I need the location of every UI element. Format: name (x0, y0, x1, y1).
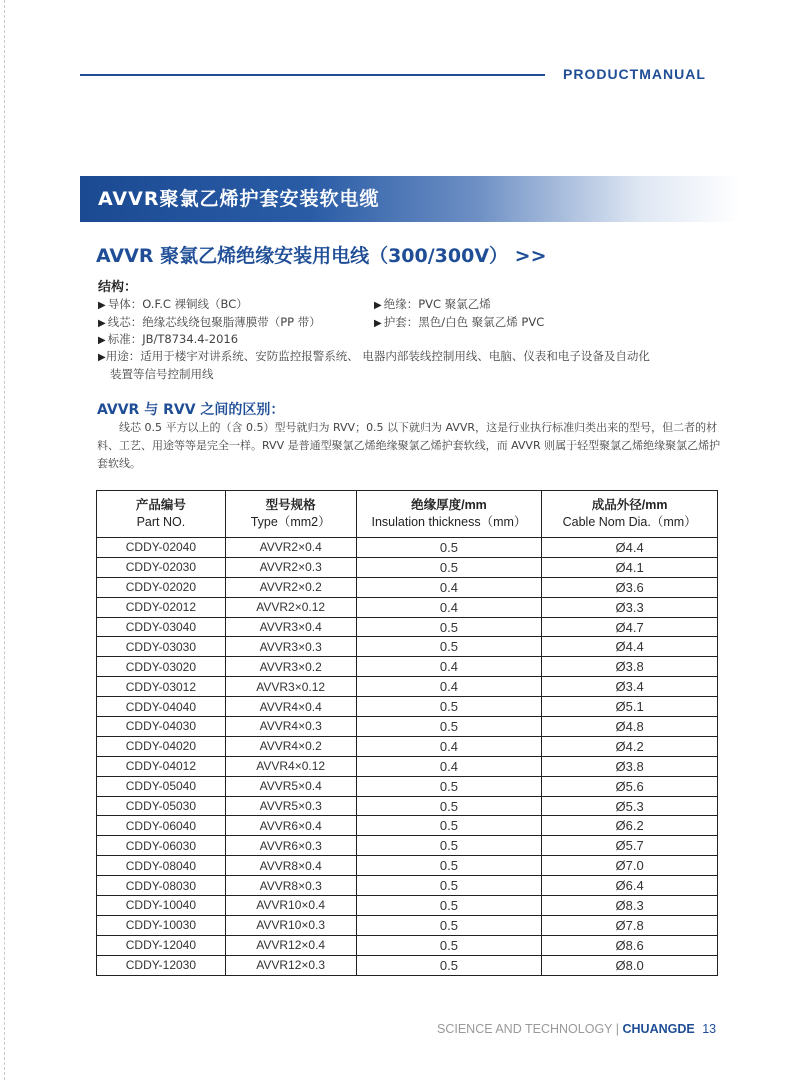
cell-part-no: CDDY-02040 (97, 538, 226, 558)
cell-insulation: 0.5 (356, 836, 542, 856)
cell-diameter: Ø5.7 (542, 836, 718, 856)
spec-sheath: ▶ 护套：黑色/白色 聚氯乙烯 PVC (374, 315, 545, 329)
cell-insulation: 0.5 (356, 637, 542, 657)
header-rule (80, 74, 545, 76)
cell-diameter: Ø8.3 (542, 896, 718, 916)
cell-insulation: 0.4 (356, 677, 542, 697)
cell-diameter: Ø4.1 (542, 557, 718, 577)
cell-type: AVVR2×0.3 (225, 557, 356, 577)
structure-heading: 结构： (98, 280, 138, 295)
cell-part-no: CDDY-12030 (97, 955, 226, 975)
cell-type: AVVR2×0.4 (225, 538, 356, 558)
cell-diameter: Ø5.3 (542, 796, 718, 816)
table-row (97, 597, 718, 617)
margin-guide (4, 0, 5, 1080)
cell-part-no: CDDY-08040 (97, 856, 226, 876)
cell-diameter: Ø5.1 (542, 697, 718, 717)
cell-diameter: Ø7.8 (542, 915, 718, 935)
cell-part-no: CDDY-02030 (97, 557, 226, 577)
cell-diameter: Ø4.2 (542, 736, 718, 756)
cell-part-no: CDDY-02012 (97, 597, 226, 617)
cell-insulation: 0.5 (356, 538, 542, 558)
cell-type: AVVR3×0.3 (225, 637, 356, 657)
cell-part-no: CDDY-04012 (97, 756, 226, 776)
cell-part-no: CDDY-12040 (97, 935, 226, 955)
spec-table (96, 490, 718, 976)
cell-insulation: 0.5 (356, 796, 542, 816)
cell-type: AVVR6×0.4 (225, 816, 356, 836)
spec-usage: ▶用途：适用于楼宇对讲系统、安防监控报警系统、 电器内部装线控制用线、电脑、仪表和电子设备及自动化 装置等信号控制用线 (98, 349, 650, 381)
table-row (97, 776, 718, 796)
cell-insulation: 0.5 (356, 955, 542, 975)
cell-type: AVVR5×0.3 (225, 796, 356, 816)
page-number: 13 (702, 1022, 717, 1036)
table-row (97, 557, 718, 577)
cell-part-no: CDDY-02020 (97, 577, 226, 597)
cell-type: AVVR5×0.4 (225, 776, 356, 796)
cell-insulation: 0.5 (356, 617, 542, 637)
table-row (97, 915, 718, 935)
bullet-arrow-icon: ▶ (98, 352, 106, 363)
cell-diameter: Ø4.4 (542, 538, 718, 558)
bullet-arrow-icon: ▶ (374, 300, 382, 311)
table-row (97, 836, 718, 856)
cell-insulation: 0.5 (356, 915, 542, 935)
cell-type: AVVR12×0.3 (225, 955, 356, 975)
cell-insulation: 0.5 (356, 557, 542, 577)
cell-type: AVVR3×0.12 (225, 677, 356, 697)
table-row (97, 617, 718, 637)
bullet-arrow-icon: ▶ (374, 318, 382, 329)
cell-part-no: CDDY-10030 (97, 915, 226, 935)
table-row (97, 756, 718, 776)
cell-type: AVVR12×0.4 (225, 935, 356, 955)
cell-diameter: Ø8.6 (542, 935, 718, 955)
cell-type: AVVR2×0.2 (225, 577, 356, 597)
cell-diameter: Ø4.8 (542, 717, 718, 737)
cell-diameter: Ø6.4 (542, 876, 718, 896)
cell-type: AVVR10×0.4 (225, 896, 356, 916)
cell-diameter: Ø6.2 (542, 816, 718, 836)
cell-insulation: 0.4 (356, 657, 542, 677)
table-row (97, 677, 718, 697)
header-type: 型号规格 Type（mm2） (225, 491, 356, 538)
bullet-arrow-icon: ▶ (98, 300, 106, 311)
cell-insulation: 0.5 (356, 856, 542, 876)
cell-part-no: CDDY-06030 (97, 836, 226, 856)
cell-type: AVVR8×0.4 (225, 856, 356, 876)
spec-conductor: ▶ 导体：O.F.C 裸铜线（BC） (98, 297, 248, 311)
cell-insulation: 0.5 (356, 697, 542, 717)
table-row (97, 935, 718, 955)
table-row (97, 697, 718, 717)
cell-part-no: CDDY-04020 (97, 736, 226, 756)
cell-diameter: Ø4.4 (542, 637, 718, 657)
cell-type: AVVR4×0.3 (225, 717, 356, 737)
cell-part-no: CDDY-04030 (97, 717, 226, 737)
cell-type: AVVR2×0.12 (225, 597, 356, 617)
cell-insulation: 0.4 (356, 756, 542, 776)
cell-type: AVVR8×0.3 (225, 876, 356, 896)
cell-type: AVVR3×0.4 (225, 617, 356, 637)
cell-part-no: CDDY-08030 (97, 876, 226, 896)
table-row (97, 538, 718, 558)
cell-insulation: 0.4 (356, 577, 542, 597)
spec-insulation: ▶ 绝缘：PVC 聚氯乙烯 (374, 297, 491, 311)
cell-part-no: CDDY-10040 (97, 896, 226, 916)
cell-insulation: 0.5 (356, 717, 542, 737)
cell-part-no: CDDY-05040 (97, 776, 226, 796)
cell-diameter: Ø8.0 (542, 955, 718, 975)
cell-diameter: Ø3.8 (542, 657, 718, 677)
cell-type: AVVR4×0.12 (225, 756, 356, 776)
banner-title: AVVR聚氯乙烯护套安装软电缆 (98, 188, 380, 210)
table-row (97, 577, 718, 597)
cell-part-no: CDDY-03020 (97, 657, 226, 677)
header-insulation: 绝缘厚度/mm Insulation thickness（mm） (356, 491, 542, 538)
table-row (97, 736, 718, 756)
cell-part-no: CDDY-03012 (97, 677, 226, 697)
cell-part-no: CDDY-03030 (97, 637, 226, 657)
cell-type: AVVR4×0.4 (225, 697, 356, 717)
table-row (97, 637, 718, 657)
bullet-arrow-icon: ▶ (98, 335, 106, 346)
cell-type: AVVR10×0.3 (225, 915, 356, 935)
cell-insulation: 0.4 (356, 597, 542, 617)
cell-insulation: 0.5 (356, 816, 542, 836)
table-row (97, 717, 718, 737)
cell-type: AVVR3×0.2 (225, 657, 356, 677)
table-row (97, 876, 718, 896)
cell-diameter: Ø3.8 (542, 756, 718, 776)
cell-insulation: 0.5 (356, 776, 542, 796)
header-label: PRODUCTMANUAL (563, 66, 706, 82)
table-header-row (97, 491, 718, 538)
spec-standard: ▶ 标准：JB/T8734.4-2016 (98, 332, 239, 346)
cell-part-no: CDDY-06040 (97, 816, 226, 836)
footer: SCIENCE AND TECHNOLOGY | CHUANGDE 13 (437, 1022, 717, 1036)
header-part-no: 产品编号 Part NO. (97, 491, 226, 538)
table-row (97, 856, 718, 876)
cell-insulation: 0.5 (356, 876, 542, 896)
cell-part-no: CDDY-04040 (97, 697, 226, 717)
cell-diameter: Ø3.6 (542, 577, 718, 597)
spec-core: ▶ 线芯：绝缘芯线绕包聚脂薄膜带（PP 带） (98, 315, 321, 329)
cell-diameter: Ø4.7 (542, 617, 718, 637)
cell-diameter: Ø5.6 (542, 776, 718, 796)
header-diameter: 成品外径/mm Cable Nom Dia.（mm） (542, 491, 718, 538)
table-row (97, 796, 718, 816)
difference-body: 线芯 0.5 平方以上的（含 0.5）型号就归为 RVV；0.5 以下就归为 AVVR，这是行业执行标准归类出来的型号，但二者的材料、工艺、用途等等是完全一样。RVV 是普通型聚氯乙烯绝缘聚氯乙烯护套软线，而 AVVR 则属于轻型聚氯乙烯绝缘聚氯乙烯护套软线。 (97, 421, 721, 470)
difference-title: AVVR 与 RVV 之间的区别： (97, 402, 285, 418)
footer-brand: CHUANGDE (622, 1022, 695, 1036)
table-row (97, 816, 718, 836)
cell-diameter: Ø3.4 (542, 677, 718, 697)
table-row (97, 657, 718, 677)
cell-type: AVVR4×0.2 (225, 736, 356, 756)
cell-insulation: 0.5 (356, 935, 542, 955)
table-row (97, 896, 718, 916)
cell-insulation: 0.4 (356, 736, 542, 756)
table-row (97, 955, 718, 975)
cell-diameter: Ø7.0 (542, 856, 718, 876)
cell-diameter: Ø3.3 (542, 597, 718, 617)
cell-insulation: 0.5 (356, 896, 542, 916)
bullet-arrow-icon: ▶ (98, 318, 106, 329)
cell-type: AVVR6×0.3 (225, 836, 356, 856)
cell-part-no: CDDY-05030 (97, 796, 226, 816)
cell-part-no: CDDY-03040 (97, 617, 226, 637)
section-title: AVVR 聚氯乙烯绝缘安装用电线（300/300V） >> (96, 245, 547, 267)
